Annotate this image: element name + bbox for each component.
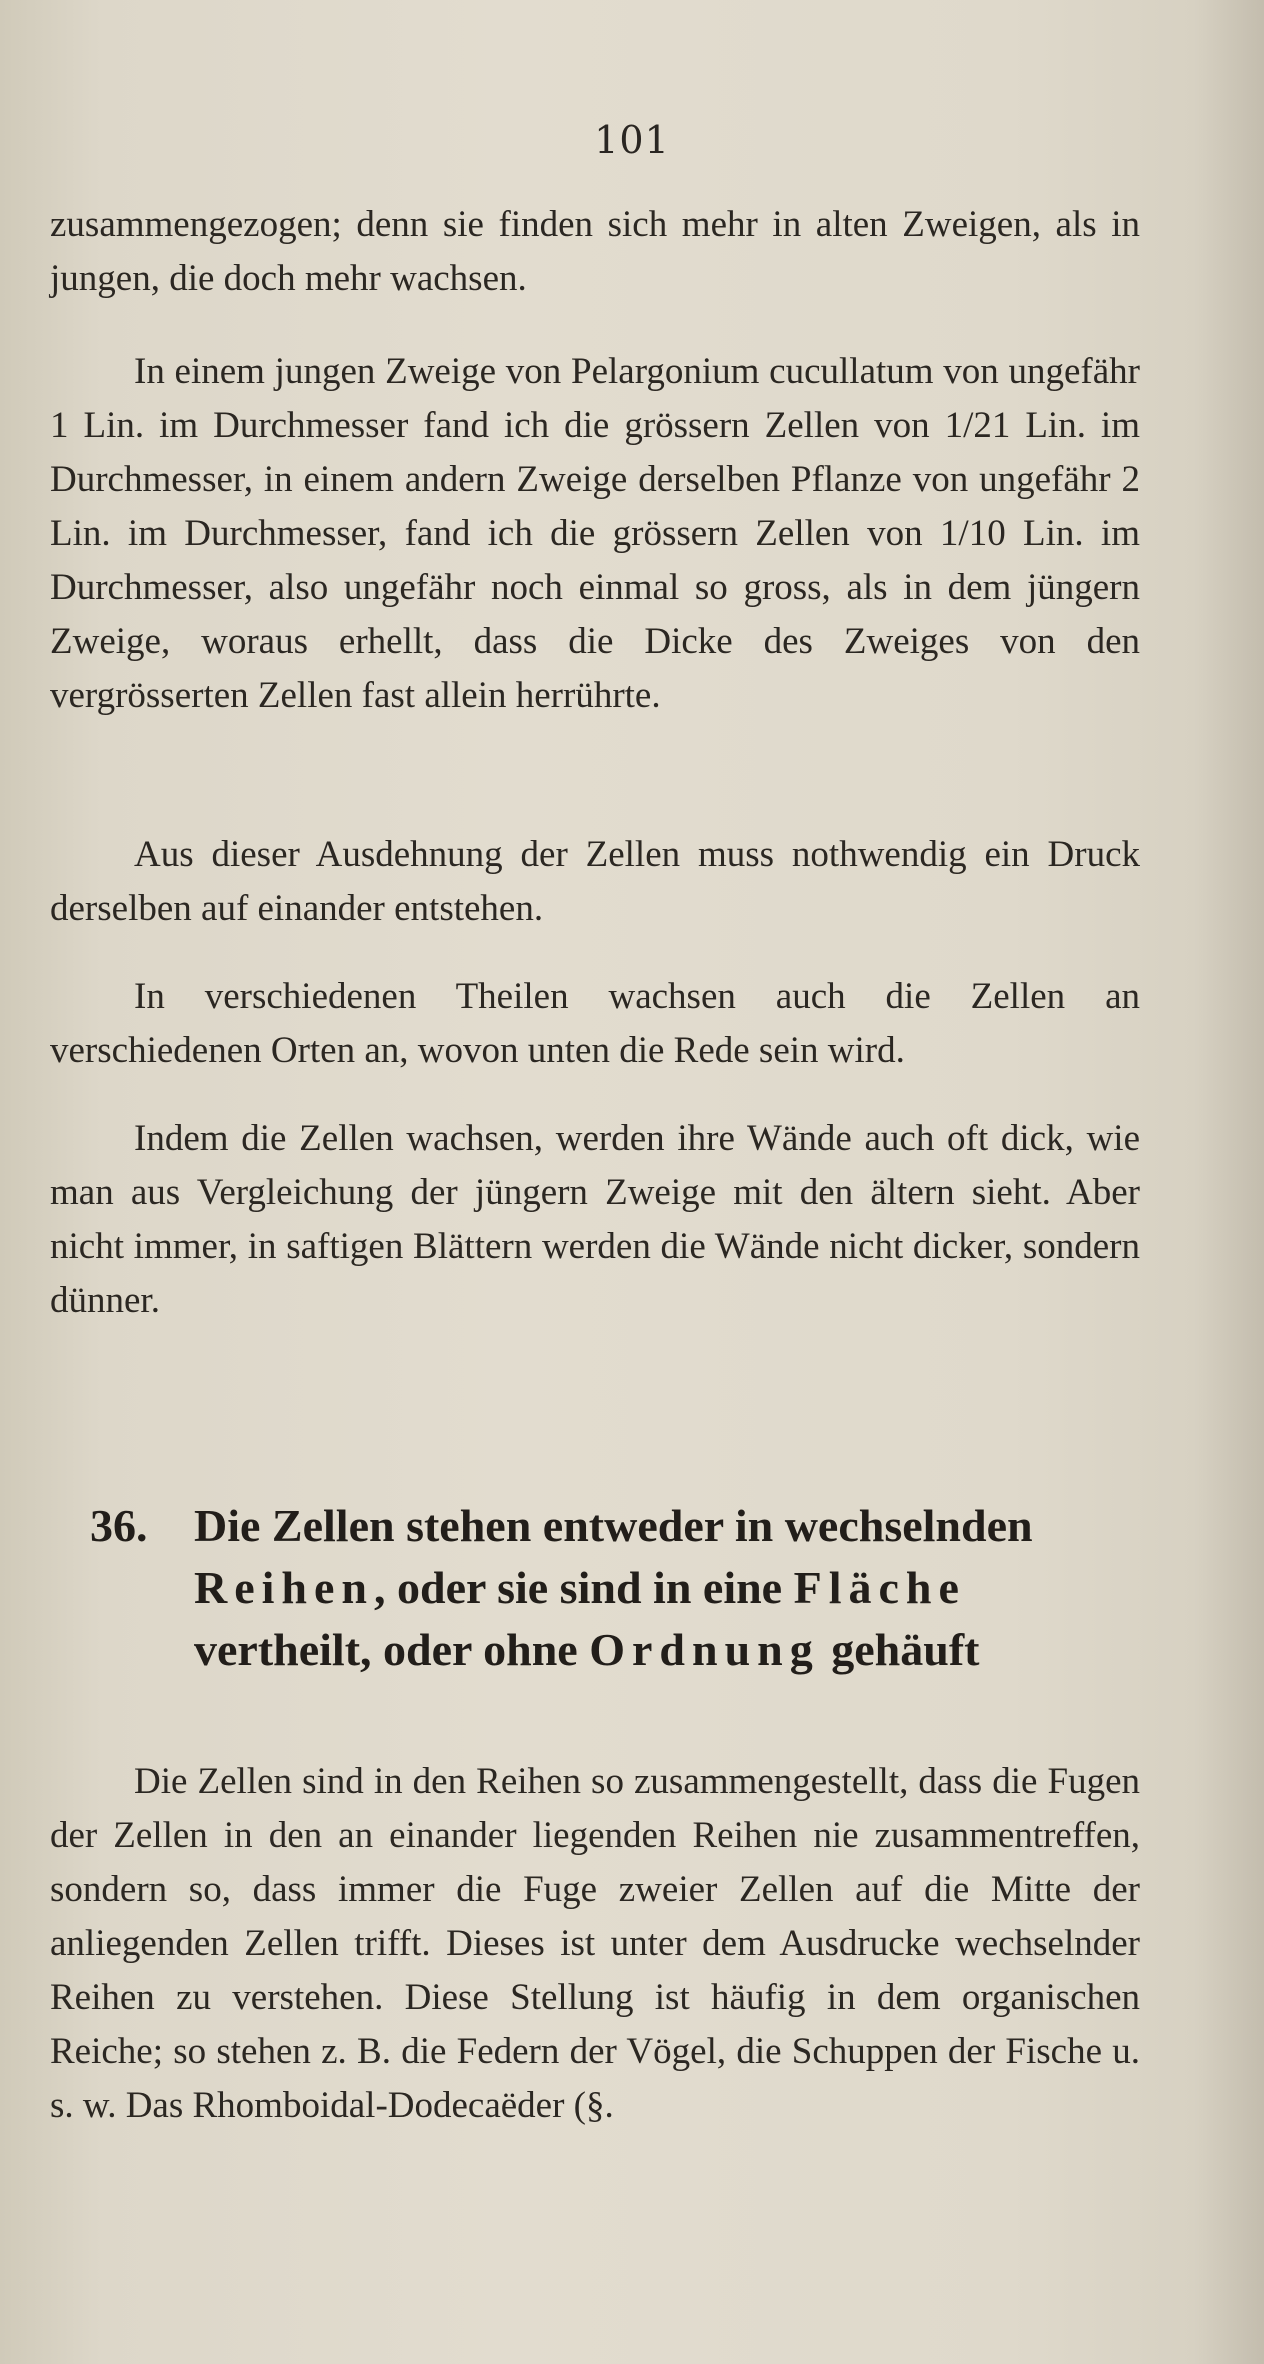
section-title-reihen: Reihen bbox=[194, 1562, 374, 1613]
section-title bbox=[194, 1495, 1150, 1681]
section-title-part-4: gehäuft bbox=[819, 1624, 980, 1675]
page-number: 101 bbox=[594, 118, 670, 162]
paragraph-pelargonium: In einem jungen Zweige von Pelargonium cucullatum von ungefähr 1 Lin. im Durchmesser fand ich die grössern Zellen von 1/21 Lin. im Durchmesser, in einem andern Zweige derselben Pflanze von ungefähr 2 Lin. im Durchmesser, fand ich die grössern Zellen von 1/10 Lin. im Durchmesser, also ungefähr noch einmal so gross, als in dem jüngern Zweige, woraus erhellt, dass die Dicke des Zweiges von den vergrösserten Zellen fast allein herrührte. bbox=[50, 351, 1140, 716]
page-edge-shadow bbox=[1194, 0, 1264, 2364]
section-title-ordnung: Ordnung bbox=[589, 1624, 820, 1675]
section-title-part-2: , oder sie sind in eine bbox=[374, 1562, 794, 1613]
section-title-flaeche: Fläche bbox=[793, 1562, 966, 1613]
paragraph-reihen: Die Zellen sind in den Reihen so zusammengestellt, dass die Fugen der Zellen in den an einander liegenden Reihen nie zusammentreffen, sondern so, dass immer die Fuge zweier Zellen auf die Mitte der anliegenden Zellen trifft. Dieses ist unter dem Ausdrucke wechselnder Reihen zu verstehen. Diese Stellung ist häufig in dem organischen Reiche; so stehen z. B. die Federn der Vögel, die Schuppen der Fische u. s. w. Das Rhomboidal-Dodecaëder (§. bbox=[50, 1761, 1140, 2126]
section-title-part-3: vertheilt, oder ohne bbox=[194, 1624, 590, 1675]
section-heading bbox=[90, 1495, 1150, 1681]
section-title-part-1: Die Zellen stehen entweder in wechselnden bbox=[194, 1500, 1033, 1551]
paragraph-ausdehnung: Aus dieser Ausdehnung der Zellen muss nothwendig ein Druck derselben auf einander entstehen. bbox=[50, 834, 1140, 929]
paragraph-continuation: zusammengezogen; denn sie finden sich mehr in alten Zweigen, als in jungen, die doch mehr wachsen. bbox=[50, 204, 1140, 299]
paragraph-waende: Indem die Zellen wachsen, werden ihre Wände auch oft dick, wie man aus Vergleichung der jüngern Zweige mit den ältern sieht. Aber nicht immer, in saftigen Blättern werden die Wände nicht dicker, sondern dünner. bbox=[50, 1118, 1140, 1321]
section-number: 36. bbox=[90, 1500, 148, 1551]
paragraph-theilen: In verschiedenen Theilen wachsen auch die Zellen an verschiedenen Orten an, wovon unten die Rede sein wird. bbox=[50, 976, 1140, 1071]
